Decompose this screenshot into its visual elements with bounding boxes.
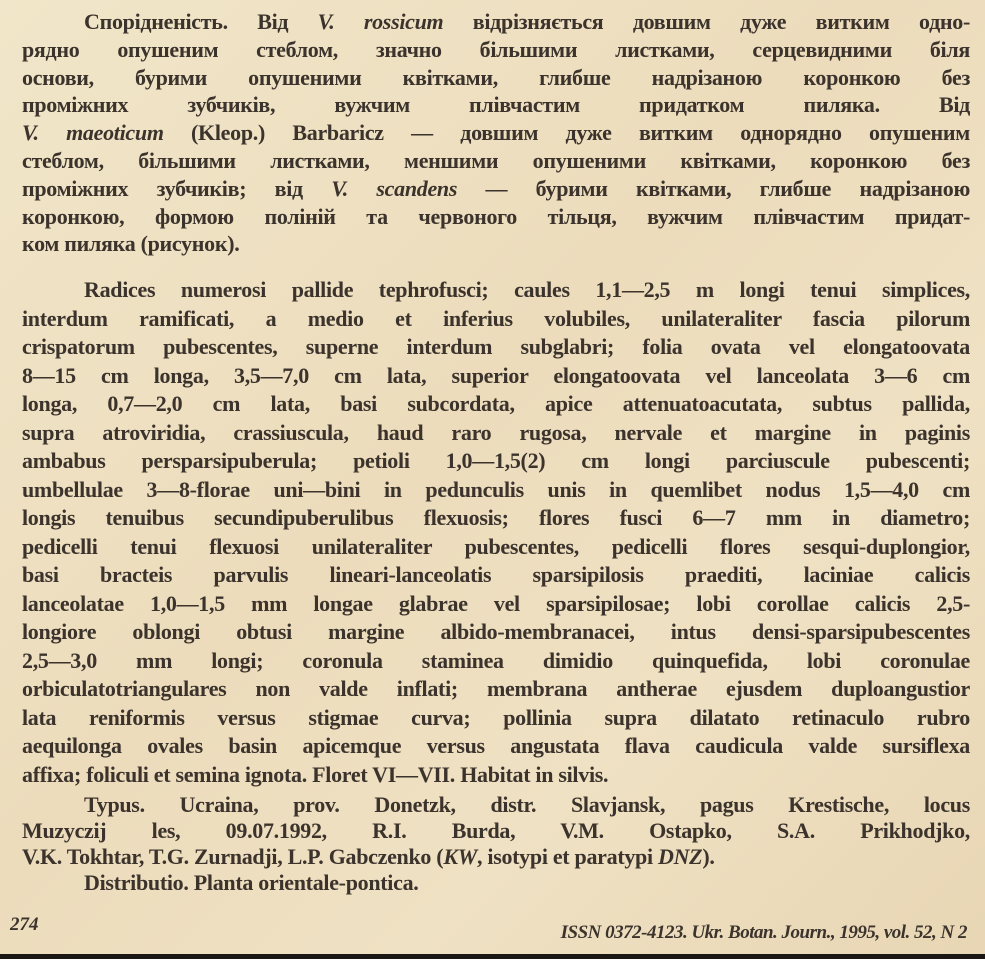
text-segment: Radices numerosi pallide tephrofusci; caules 1,1—2,5 m longi tenui simplices, xyxy=(84,277,970,302)
text-line xyxy=(22,390,970,419)
text-segment: рядно опушеним стеблом, значно більшими листками, серцевидними біля xyxy=(22,36,970,62)
text-line xyxy=(22,447,970,476)
text-line xyxy=(22,203,970,231)
text-segment: коронкою, формою поліній та червоного тільця, вужчим плівчастим придат- xyxy=(22,203,970,229)
text-line xyxy=(22,476,970,505)
text-line xyxy=(22,8,970,36)
text-line xyxy=(22,91,970,119)
text-line xyxy=(22,230,970,258)
text-segment: — бурими квітками, глибше надрізаною xyxy=(457,175,970,201)
text-segment: interdum ramificati, a medio et inferius volubiles, unilateraliter fascia pilorum xyxy=(22,305,970,331)
text-line xyxy=(22,36,970,64)
text-segment: відрізняється довшим дуже витким одно- xyxy=(443,9,970,34)
text-segment: проміжних зубчиків; від xyxy=(22,175,332,201)
text-line xyxy=(22,64,970,92)
text-line xyxy=(22,333,970,362)
text-segment: supra atroviridia, crassiuscula, haud raro rugosa, nervale et margine in paginis xyxy=(22,419,970,445)
text-segment: 2,5—3,0 mm longi; coronula staminea dimidio quinquefida, lobi coronulae xyxy=(22,647,970,673)
text-segment: Typus. Ucraina, prov. Donetzk, distr. Slavjansk, pagus Krestische, locus xyxy=(84,792,970,817)
journal-citation: ISSN 0372-4123. Ukr. Botan. Journ., 1995, vol. 52, N 2 xyxy=(560,922,967,943)
distributio-paragraph xyxy=(22,870,970,896)
text-line xyxy=(22,792,970,818)
text-line xyxy=(22,761,970,790)
text-segment: lanceolatae 1,0—1,5 mm longae glabrae vel sparsipilosae; lobi corollae calicis 2,5- xyxy=(22,590,970,616)
text-segment: , isotypi et paratypi xyxy=(476,844,658,870)
text-line xyxy=(22,419,970,448)
italic-term: DNZ xyxy=(658,844,703,870)
text-line xyxy=(22,561,970,590)
text-segment: ambabus persparsipuberula; petioli 1,0—1,5(2) cm longi parciuscule pubescenti; xyxy=(22,448,970,473)
text-line xyxy=(22,704,970,733)
text-segment: проміжних зубчиків, вужчим плівчастим придатком пиляка. Від xyxy=(22,92,970,118)
text-segment: pedicelli tenui flexuosi unilateraliter pubescentes, pedicelli flores sesqui-duplongior, xyxy=(22,533,970,559)
italic-term: V. rossicum xyxy=(317,9,444,34)
italic-term: V. scandens xyxy=(331,175,458,201)
text-line xyxy=(22,504,970,533)
text-segment: lata reniformis versus stigmae curva; pollinia supra dilatato retinaculo rubro xyxy=(22,704,970,730)
text-line xyxy=(22,675,970,704)
text-segment: V.K. Tokhtar, T.G. Zurnadji, L.P. Gabczenko ( xyxy=(22,844,444,870)
latin-description-paragraph xyxy=(22,276,970,789)
text-line xyxy=(22,362,970,391)
text-segment: basi bracteis parvulis lineari-lanceolatis sparsipilosis praediti, laciniae calicis xyxy=(22,562,970,587)
text-segment: crispatorum pubescentes, superne interdum subglabri; folia ovata vel elongatoovata xyxy=(22,334,970,359)
text-line xyxy=(22,533,970,562)
text-line xyxy=(22,175,970,203)
text-line xyxy=(22,732,970,761)
scan-edge xyxy=(0,954,985,959)
text-segment: aequilonga ovales basin apicemque versus angustata flava caudicula valde sursiflexa xyxy=(22,733,970,758)
text-segment: (Kleop.) Barbaricz — довшим дуже витким однорядно опушеним xyxy=(163,120,970,146)
text-line xyxy=(22,119,970,147)
text-line xyxy=(22,590,970,619)
page-number: 274 xyxy=(10,914,39,935)
text-line xyxy=(22,844,970,870)
affinity-paragraph xyxy=(22,8,970,258)
text-segment: Спорідненість. Від xyxy=(84,9,318,34)
text-segment: orbiculatotriangulares non valde inflati; membrana antherae ejusdem duploangustior xyxy=(22,676,970,701)
text-line xyxy=(22,276,970,305)
text-segment: основи, бурими опушеними квітками, глибше надрізаною коронкою без xyxy=(22,64,970,90)
text-segment: longiore oblongi obtusi margine albido-membranacei, intus densi-sparsipubescentes xyxy=(22,619,970,644)
typus-paragraph xyxy=(22,792,970,871)
text-line xyxy=(22,870,970,896)
text-segment: umbellulae 3—8-florae uni—bini in pedunculis unis in quemlibet nodus 1,5—4,0 cm xyxy=(22,476,970,502)
text-segment: affixa; foliculi et semina ignota. Floret VI—VII. Habitat in silvis. xyxy=(22,761,609,787)
text-segment: Muzyczij les, 09.07.1992, R.I. Burda, V.M. Ostapko, S.A. Prikhodjko, xyxy=(22,818,970,844)
text-line xyxy=(22,647,970,676)
text-line xyxy=(22,305,970,334)
text-line xyxy=(22,618,970,647)
text-segment: longa, 0,7—2,0 cm lata, basi subcordata, apice attenuatoacutata, subtus pallida, xyxy=(22,391,970,416)
text-line xyxy=(22,147,970,175)
text-segment: ком пиляка (рисунок). xyxy=(22,231,240,257)
text-segment: стеблом, більшими листками, меншими опушеними квітками, коронкою без xyxy=(22,147,970,173)
text-segment: Distributio. Planta orientale-pontica. xyxy=(84,870,419,895)
text-segment: 8—15 cm longa, 3,5—7,0 cm lata, superior elongatoovata vel lanceolata 3—6 cm xyxy=(22,362,970,388)
italic-term: KW xyxy=(443,844,477,870)
text-segment: longis tenuibus secundipuberulibus flexuosis; flores fusci 6—7 mm in diametro; xyxy=(22,505,970,530)
italic-term: V. maeoticum xyxy=(22,120,164,146)
text-line xyxy=(22,818,970,844)
text-segment: ). xyxy=(702,844,715,870)
